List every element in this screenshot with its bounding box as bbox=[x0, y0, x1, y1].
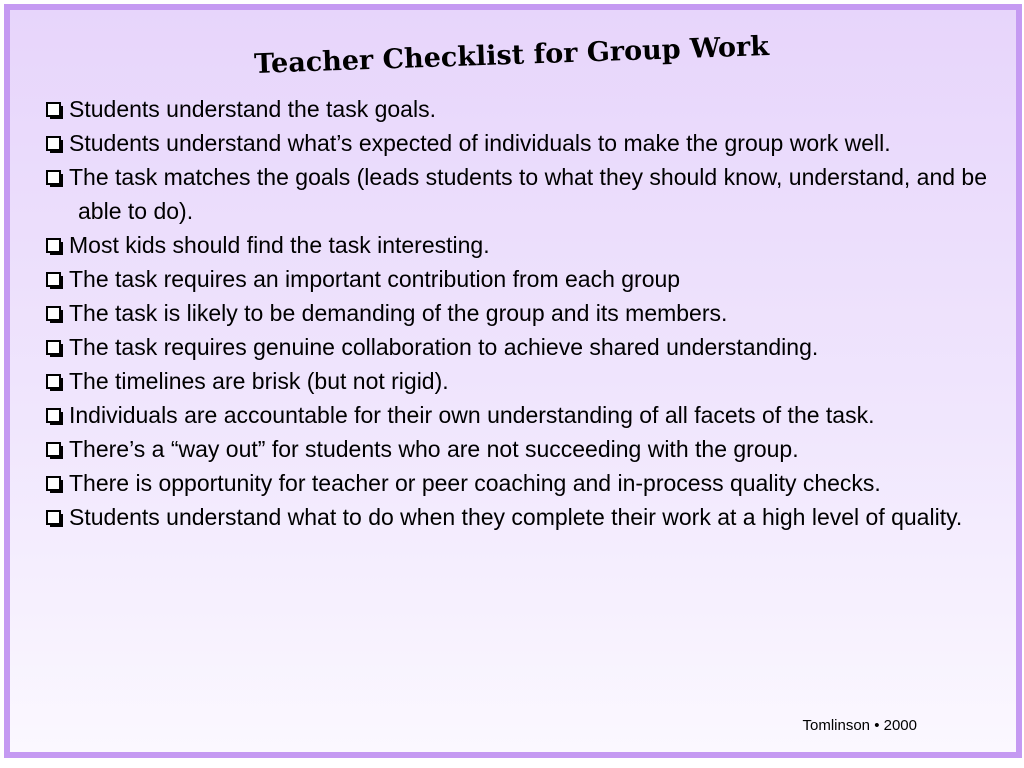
checkbox-icon bbox=[46, 306, 61, 321]
list-item bbox=[46, 500, 996, 534]
list-item bbox=[46, 364, 996, 398]
checkbox-icon bbox=[46, 442, 61, 457]
slide-title bbox=[0, 31, 1024, 80]
list-item-text: The task matches the goals (leads students to what they should know, understand, and be able to do). bbox=[69, 164, 988, 224]
list-item bbox=[46, 126, 996, 160]
checkbox-icon bbox=[46, 476, 61, 491]
list-item-text: The task is likely to be demanding of the group and its members. bbox=[69, 300, 728, 326]
checkbox-icon bbox=[46, 374, 61, 389]
checkbox-icon bbox=[46, 238, 61, 253]
list-item bbox=[46, 262, 996, 296]
list-item-text: Most kids should find the task interesting. bbox=[69, 232, 490, 258]
slide-title-text: Teacher Checklist for Group Work bbox=[254, 31, 770, 80]
checkbox-icon bbox=[46, 510, 61, 525]
list-item bbox=[46, 296, 996, 330]
list-item-text: Students understand the task goals. bbox=[69, 96, 436, 122]
checkbox-icon bbox=[46, 408, 61, 423]
list-item-text: The task requires an important contribution from each group bbox=[69, 266, 681, 292]
list-item bbox=[46, 432, 996, 466]
list-item-text: Individuals are accountable for their own understanding of all facets of the task. bbox=[69, 402, 875, 428]
attribution-footer: Tomlinson • 2000 bbox=[802, 717, 917, 734]
list-item-text: The task requires genuine collaboration to achieve shared understanding. bbox=[69, 334, 819, 360]
checkbox-icon bbox=[46, 102, 61, 117]
list-item-text: There is opportunity for teacher or peer coaching and in-process quality checks. bbox=[69, 470, 881, 496]
checkbox-icon bbox=[46, 170, 61, 185]
list-item bbox=[46, 466, 996, 500]
list-item-text: The timelines are brisk (but not rigid). bbox=[69, 368, 449, 394]
list-item-text: Students understand what’s expected of individuals to make the group work well. bbox=[69, 130, 891, 156]
list-item bbox=[46, 160, 996, 228]
list-item bbox=[46, 92, 996, 126]
list-item-text: Students understand what to do when they complete their work at a high level of quality. bbox=[69, 504, 963, 530]
checklist bbox=[46, 92, 996, 534]
checkbox-icon bbox=[46, 136, 61, 151]
list-item bbox=[46, 330, 996, 364]
checkbox-icon bbox=[46, 272, 61, 287]
checkbox-icon bbox=[46, 340, 61, 355]
list-item bbox=[46, 398, 996, 432]
list-item-text: There’s a “way out” for students who are not succeeding with the group. bbox=[69, 436, 799, 462]
list-item bbox=[46, 228, 996, 262]
